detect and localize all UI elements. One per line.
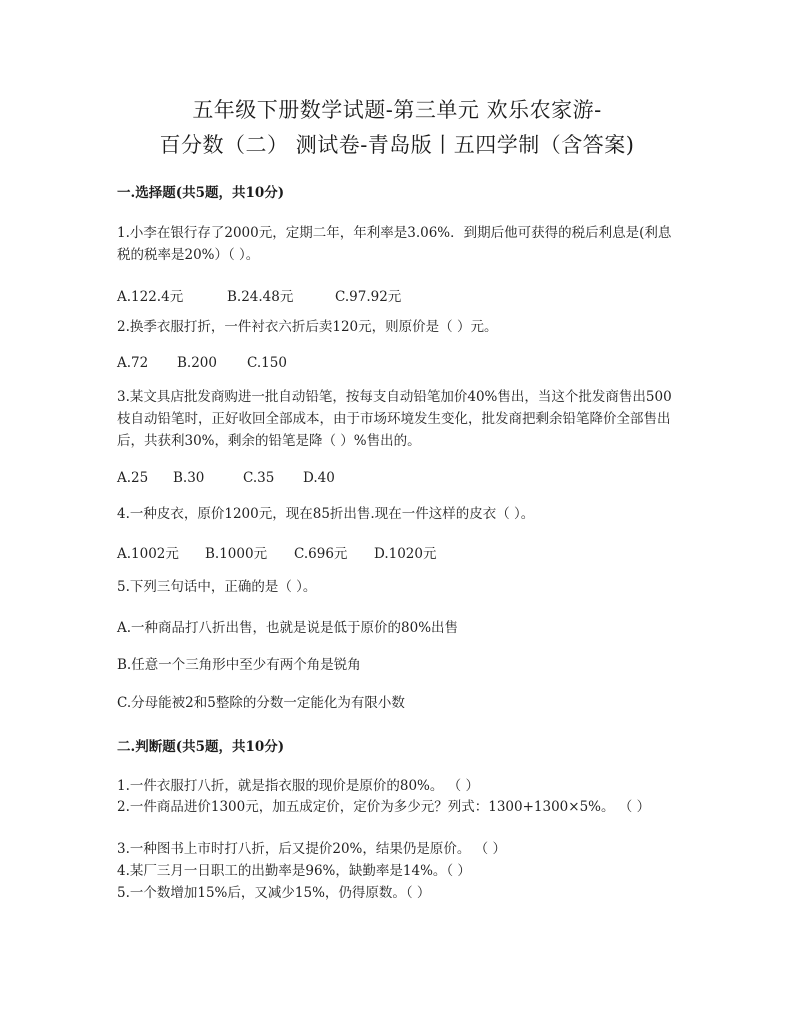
question-3-options: [117, 470, 335, 486]
option-a: A.72: [117, 355, 149, 371]
option-a: A.122.4元: [117, 289, 184, 305]
option-b: B.200: [177, 355, 217, 371]
question-4-options: [117, 542, 437, 562]
judgement-item-4: 4.某厂三月一日职工的出勤率是96%，缺勤率是14%。（ ）: [117, 863, 471, 879]
option-b: B.24.48元: [227, 289, 294, 305]
question-3-text: 3.某文具店批发商购进一批自动铅笔，按每支自动铅笔加价40%售出，当这个批发商售出500枝自动铅笔时，正好收回全部成本，由于市场环境发生变化，批发商把剩余铅笔降价全部售出后，共获利30%，剩余的铅笔是降（ ）%售出的。: [117, 389, 672, 449]
option-a: A.25: [117, 470, 149, 486]
question-2-text: 2.换季衣服打折，一件衬衣六折后卖120元，则原价是（ ）元。: [117, 319, 498, 335]
option-b: B.30: [173, 470, 205, 486]
question-1-text: 1.小李在银行存了2000元，定期二年，年利率是3.06%．到期后他可获得的税后利息是(利息税的税率是20%）（ ）。: [117, 225, 672, 263]
question-5-option-a: A.一种商品打八折出售，也就是说是低于原价的80%出售: [117, 620, 459, 636]
page-title-line2: 百分数（二） 测试卷-青岛版丨五四学制（含答案): [159, 133, 635, 157]
option-c: C.150: [247, 355, 287, 371]
judgement-item-2: 2.一件商品进价1300元，加五成定价，定价为多少元？列式：1300+1300×5%。 （ ）: [117, 799, 651, 815]
judgement-item-1: 1.一件衣服打八折，就是指衣服的现价是原价的80%。 （ ）: [117, 778, 479, 794]
question-5-text: 5.下列三句话中，正确的是（ ）。: [117, 579, 317, 595]
option-c: C.696元: [294, 546, 348, 562]
question-4-text: 4.一种皮衣，原价1200元，现在85折出售.现在一件这样的皮衣（ ）。: [117, 506, 535, 522]
option-b: B.1000元: [205, 546, 268, 562]
option-d: D.1020元: [374, 546, 437, 562]
option-c: C.35: [243, 470, 275, 486]
judgement-item-3: 3.一种图书上市时打八折，后又提价20%，结果仍是原价。 （ ）: [117, 841, 506, 857]
section-heading-choice: 一.选择题(共5题，共10分): [117, 185, 285, 201]
question-1-options: [117, 285, 401, 305]
option-a: A.1002元: [117, 546, 179, 562]
option-c: C.97.92元: [335, 289, 402, 305]
question-5-option-b: B.任意一个三角形中至少有两个角是锐角: [117, 657, 361, 673]
question-2-options: [117, 355, 287, 371]
option-d: D.40: [303, 470, 335, 486]
question-5-option-c: C.分母能被2和5整除的分数一定能化为有限小数: [117, 695, 405, 711]
section-heading-judgement: 二.判断题(共5题，共10分): [117, 739, 285, 755]
page-title-line1: 五年级下册数学试题-第三单元 欢乐农家游-: [192, 98, 602, 122]
judgement-item-5: 5.一个数增加15%后，又减少15%，仍得原数。（ ）: [117, 885, 431, 901]
